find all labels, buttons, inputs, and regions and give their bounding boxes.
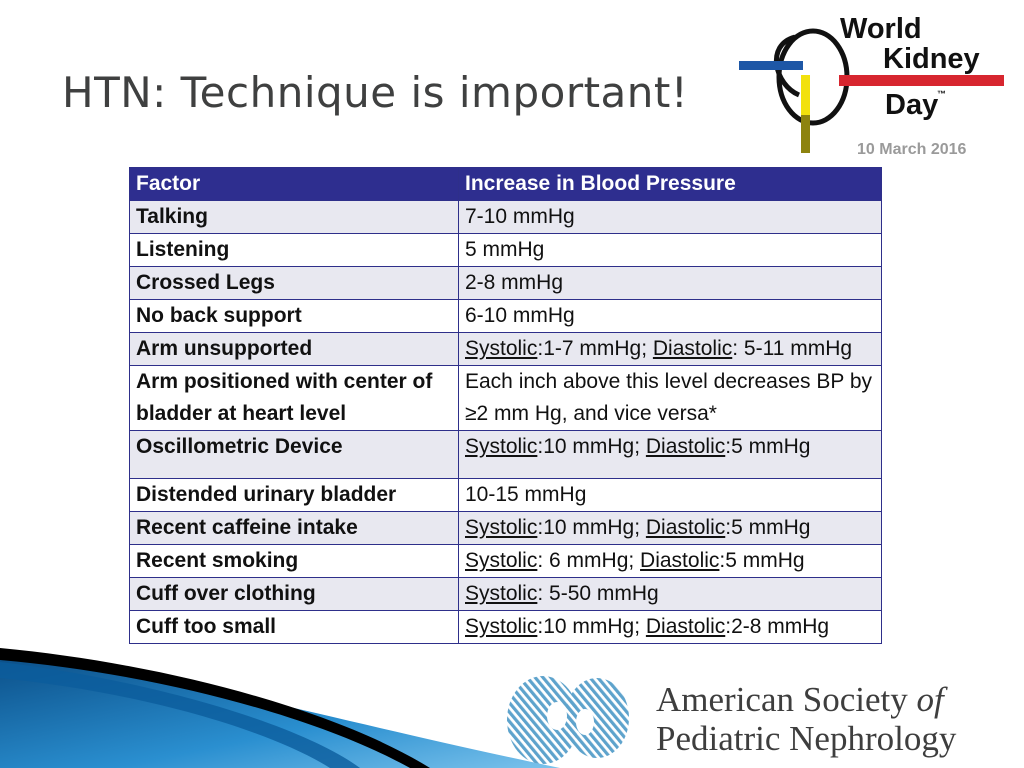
bp-value-text: Each inch above this level decreases BP by ≥2 mm Hg, and vice versa*	[465, 370, 873, 425]
bp-value-text: 10-15 mmHg	[465, 483, 587, 506]
bp-increase-cell	[459, 333, 882, 366]
bp-term: Systolic	[465, 516, 538, 539]
aspn-kidney-mark-icon	[505, 672, 631, 768]
bp-term: Diastolic	[640, 549, 720, 572]
factor-cell: Distended urinary bladder	[130, 479, 459, 512]
bp-term: Systolic	[465, 337, 538, 360]
bp-value-text: :5 mmHg	[725, 435, 811, 458]
bp-term: Diastolic	[645, 615, 726, 638]
bp-value-text: :10 mmHg;	[537, 435, 646, 458]
table-header-row	[130, 168, 882, 201]
world-kidney-day-logo	[735, 15, 1005, 160]
wkd-date: 10 March 2016	[857, 141, 967, 158]
table-row	[130, 234, 882, 267]
factor-cell: Oscillometric Device	[130, 431, 459, 479]
red-stripe	[839, 75, 1004, 86]
bp-increase-cell	[459, 267, 882, 300]
bp-value-text: 6-10 mmHg	[465, 304, 575, 327]
table-row	[130, 545, 882, 578]
table-row	[130, 611, 882, 644]
bp-increase-cell	[459, 611, 882, 644]
bp-increase-cell	[459, 479, 882, 512]
aspn-line1	[656, 680, 944, 720]
bp-increase-cell	[459, 201, 882, 234]
bp-increase-cell	[459, 234, 882, 267]
table-row	[130, 479, 882, 512]
table-body	[130, 201, 882, 644]
factor-cell: Recent smoking	[130, 545, 459, 578]
bp-factors-table	[129, 167, 882, 644]
table-row	[130, 333, 882, 366]
wkd-trademark: ™	[937, 89, 946, 99]
bp-value-text: :5 mmHg	[719, 549, 805, 572]
bp-value-text: :5 mmHg	[725, 516, 811, 539]
table-row	[130, 366, 882, 431]
wkd-kidney: Kidney	[883, 43, 980, 75]
bp-increase-cell	[459, 578, 882, 611]
bp-value-text: : 5-11 mmHg	[732, 337, 853, 360]
factor-cell: Cuff over clothing	[130, 578, 459, 611]
header-increase: Increase in Blood Pressure	[459, 168, 882, 201]
bp-value-text: 7-10 mmHg	[465, 205, 575, 228]
factor-cell: Recent caffeine intake	[130, 512, 459, 545]
bp-term: Diastolic	[645, 435, 726, 458]
wkd-day: Day	[885, 89, 939, 121]
factor-cell: Arm positioned with center of bladder at heart level	[130, 366, 459, 431]
bp-increase-cell	[459, 512, 882, 545]
bp-term: Systolic	[465, 435, 538, 458]
bp-value-text: :10 mmHg;	[537, 516, 646, 539]
aspn-line2: Pediatric Nephrology	[656, 719, 957, 758]
kidney-figure-icon	[735, 15, 855, 160]
factor-cell: No back support	[130, 300, 459, 333]
bp-term: Diastolic	[645, 516, 726, 539]
factor-cell: Crossed Legs	[130, 267, 459, 300]
factor-cell: Cuff too small	[130, 611, 459, 644]
bp-increase-cell	[459, 366, 882, 431]
bp-value-text: :10 mmHg;	[537, 615, 646, 638]
bp-value-text: :1-7 mmHg;	[537, 337, 653, 360]
header-factor: Factor	[130, 168, 459, 201]
bp-value-text: : 5-50 mmHg	[537, 582, 659, 605]
table-row	[130, 201, 882, 234]
table-row	[130, 300, 882, 333]
bp-value-text: : 6 mmHg;	[537, 549, 641, 572]
bp-increase-cell	[459, 300, 882, 333]
factor-cell: Talking	[130, 201, 459, 234]
bp-term: Systolic	[465, 549, 538, 572]
bp-value-text: :2-8 mmHg	[725, 615, 830, 638]
slide-title: HTN: Technique is important!	[62, 68, 689, 117]
aspn-line1-of: of	[916, 680, 944, 719]
table-row	[130, 431, 882, 479]
bp-increase-cell	[459, 431, 882, 479]
table-row	[130, 267, 882, 300]
bp-term: Systolic	[465, 582, 538, 605]
factor-cell: Arm unsupported	[130, 333, 459, 366]
background-wave-decoration	[0, 640, 560, 768]
wkd-world: World	[840, 13, 922, 45]
bp-term: Diastolic	[652, 337, 733, 360]
bp-value-text: 2-8 mmHg	[465, 271, 564, 294]
table-row	[130, 578, 882, 611]
bp-increase-cell	[459, 545, 882, 578]
bp-value-text: 5 mmHg	[465, 238, 545, 261]
aspn-line1-main: American Society	[656, 680, 917, 719]
factor-cell: Listening	[130, 234, 459, 267]
table-row	[130, 512, 882, 545]
bp-term: Systolic	[465, 615, 538, 638]
